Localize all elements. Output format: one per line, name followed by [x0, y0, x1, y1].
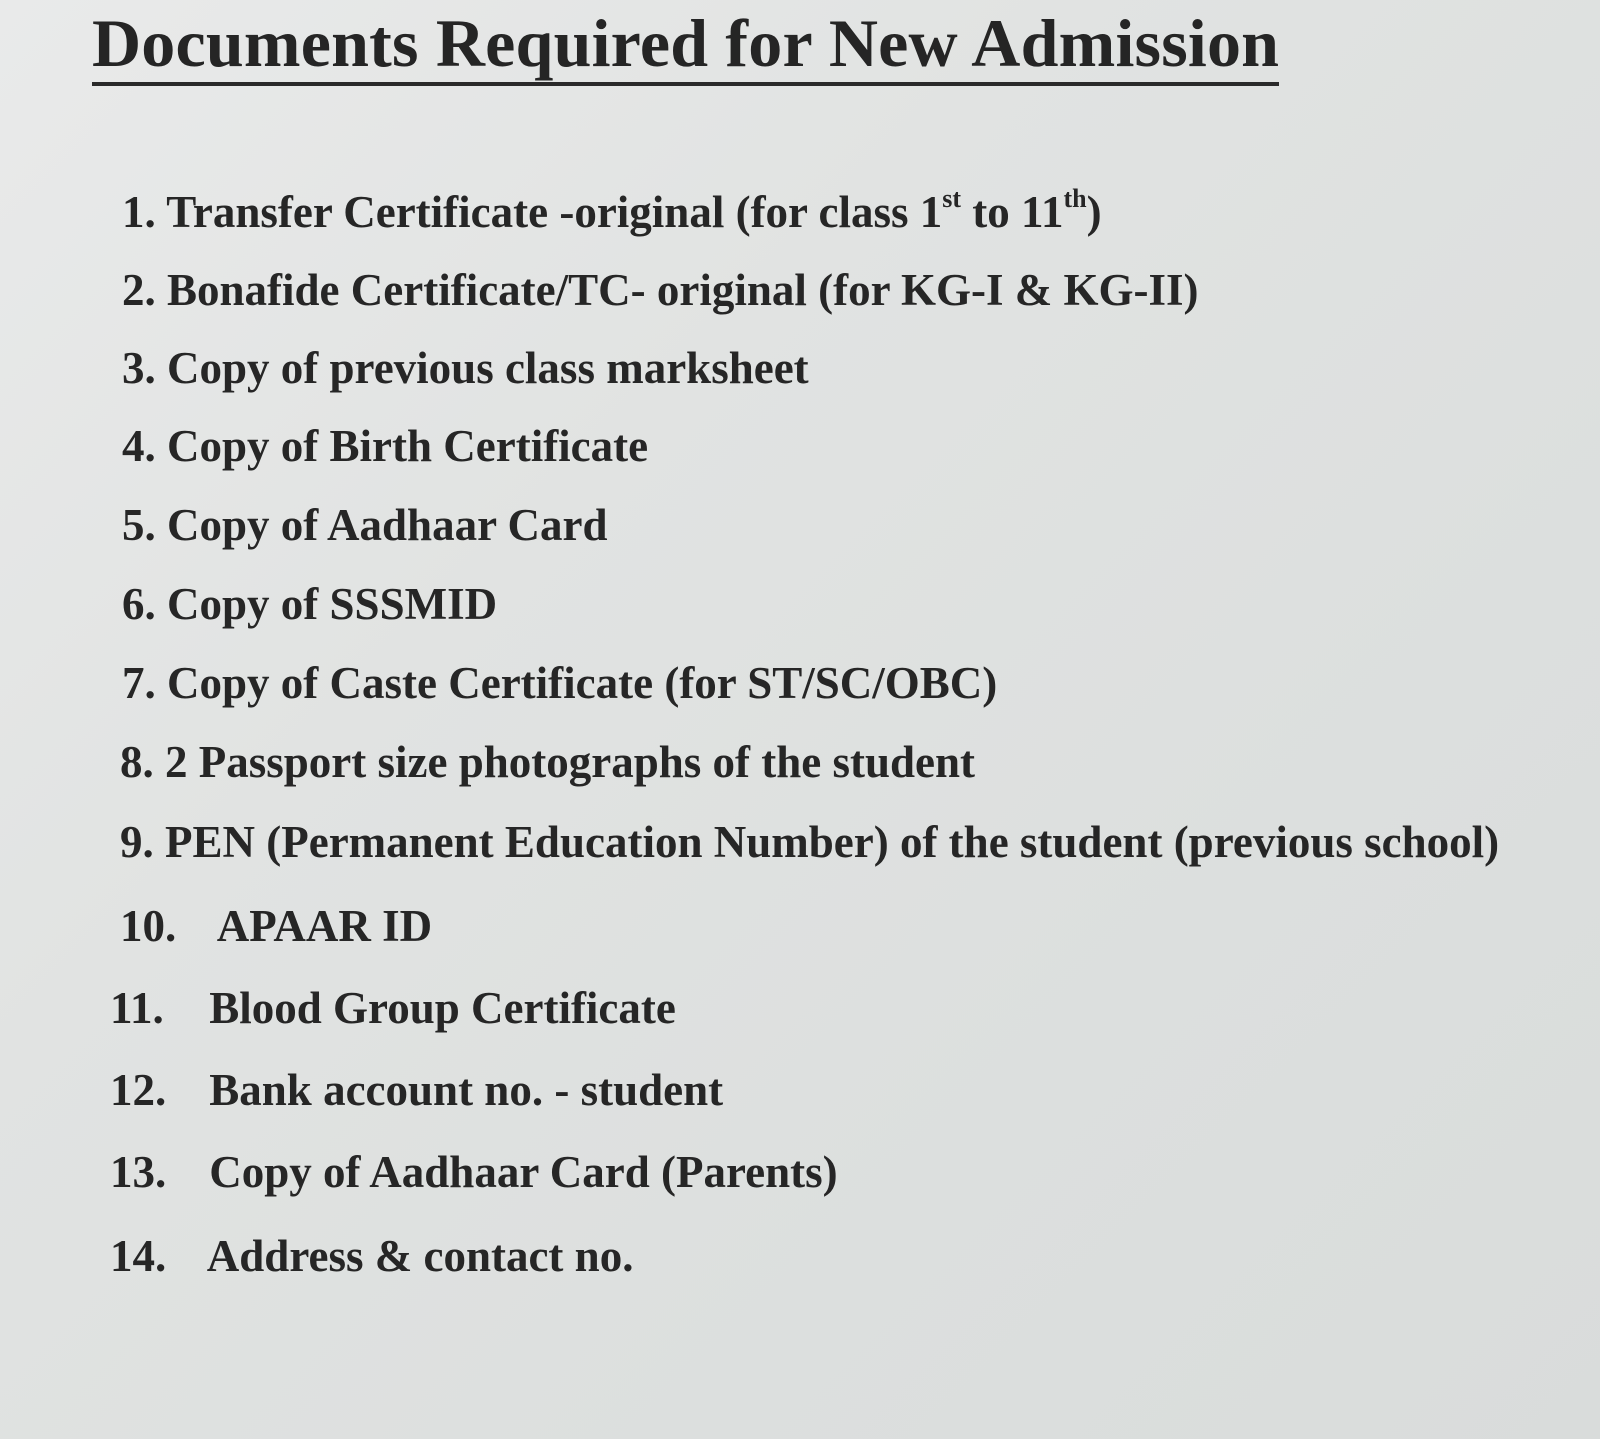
item-text: Bonafide Certificate/TC- original (for KG-I & KG-II) — [167, 265, 1199, 315]
list-item — [122, 579, 498, 629]
list-item — [110, 1065, 724, 1115]
item-number: 1. — [122, 187, 156, 237]
item-number: 7. — [122, 658, 156, 708]
item-number: 10. — [120, 901, 177, 951]
item-text: Copy of Caste Certificate (for ST/SC/OBC) — [167, 658, 998, 708]
item-text — [166, 184, 1102, 237]
item-number: 8. — [120, 737, 154, 787]
item-text-part: ) — [1086, 187, 1102, 237]
item-text: Copy of Aadhaar Card (Parents) — [209, 1147, 838, 1197]
list-item — [120, 817, 1500, 867]
item-number: 4. — [122, 421, 156, 471]
item-text: Copy of previous class marksheet — [167, 343, 809, 393]
list-item — [120, 901, 433, 951]
superscript: st — [942, 184, 961, 213]
document-title: Documents Required for New Admission — [92, 4, 1279, 86]
list-item — [110, 1147, 838, 1197]
list-item — [122, 343, 809, 393]
item-number: 3. — [122, 343, 156, 393]
list-item — [122, 265, 1199, 315]
list-item — [120, 737, 976, 787]
item-number: 6. — [122, 579, 156, 629]
list-item — [122, 184, 1102, 237]
list-item — [122, 658, 998, 708]
item-number: 14. — [110, 1231, 167, 1281]
item-text: Address & contact no. — [206, 1231, 634, 1281]
item-text: Copy of Birth Certificate — [167, 421, 649, 471]
list-item — [110, 983, 676, 1033]
item-text-part: to 11 — [961, 187, 1064, 237]
item-number: 12. — [110, 1065, 167, 1115]
list-item — [122, 421, 649, 471]
item-number: 13. — [110, 1147, 167, 1197]
item-text: Bank account no. - student — [209, 1065, 724, 1115]
item-number: 9. — [120, 817, 154, 867]
item-text: APAAR ID — [216, 901, 433, 951]
list-item — [110, 1231, 634, 1281]
item-text-part: Transfer Certificate -original (for class 1 — [166, 187, 943, 237]
item-number: 2. — [122, 265, 156, 315]
item-number: 11. — [110, 983, 164, 1033]
item-text: PEN (Permanent Education Number) of the student (previous school) — [165, 817, 1500, 867]
item-text: Copy of Aadhaar Card — [167, 500, 608, 550]
item-text: Blood Group Certificate — [209, 983, 676, 1033]
list-item — [122, 500, 608, 550]
item-number: 5. — [122, 500, 156, 550]
superscript: th — [1063, 184, 1087, 213]
item-text: Copy of SSSMID — [167, 579, 498, 629]
item-text: 2 Passport size photographs of the student — [165, 737, 976, 787]
